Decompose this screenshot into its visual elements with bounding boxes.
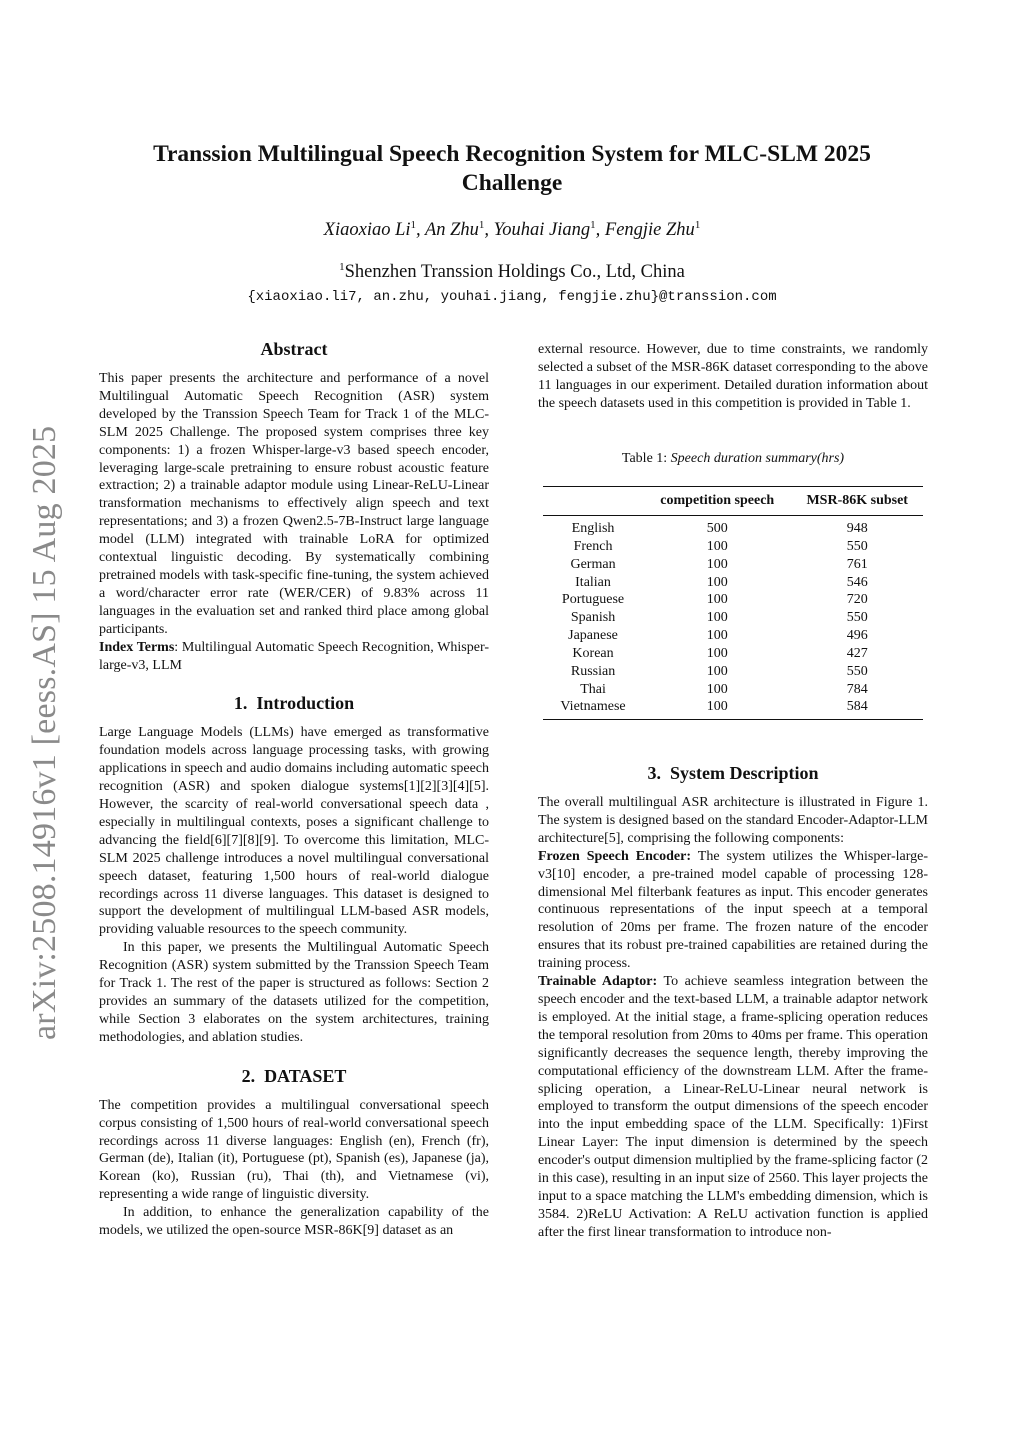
table-row bbox=[543, 538, 923, 556]
dataset-paragraph: The competition provides a multilingual conversational speech corpus consisting of 1,500 hours of real-world conversational speech recordings across 11 diverse languages: English (en), French (fr), German (de), Italian (it), Portuguese (pt), Spanish (es), Japanese (ja), Korean (ko), Russian (ru), Thai (th), and Vietnamese (vi), representing a wide range of linguistic diversity. bbox=[99, 1097, 489, 1203]
adaptor-label: Trainable Adaptor: bbox=[538, 974, 658, 990]
table-cell: Thai bbox=[580, 681, 606, 697]
section-number: 3. bbox=[647, 763, 661, 783]
left-column bbox=[99, 338, 489, 1240]
table-row bbox=[543, 516, 923, 538]
table-header-cell bbox=[543, 487, 643, 516]
index-terms bbox=[99, 639, 489, 675]
table-cell: 584 bbox=[791, 698, 923, 719]
dataset-paragraph: In addition, to enhance the generalization capability of the models, we utilized the open-source MSR-86K[9] dataset as an bbox=[99, 1205, 489, 1239]
affiliation-name: Shenzhen Transsion Holdings Co., Ltd, China bbox=[344, 262, 685, 283]
abstract-text: This paper presents the architecture and performance of a novel Multilingual Automatic Speech Recognition (ASR) system developed by the Transsion Speech Team for Track 1 of the MLC-SLM 2025 Challenge. The proposed system comprises three key components: 1) a frozen Whisper-large-v3 based speech encoder, leveraging large-scale pretraining to ensure robust acoustic feature extraction; 2) a trainable adaptor module using Linear-ReLU-Linear transformation mechanisms to effectively align speech and text representations; and 3) a frozen Qwen2.5-7B-Instruct large language model (LLM) integrated with trainable LoRA for optimized contextual linguistic decoding. By systematically combining pretrained models with task-specific fine-tuning, the system achieved a word/character error rate (WER/CER) of 9.83% across 11 languages in the evaluation set and ranked third place among global participants. bbox=[99, 371, 489, 637]
table-header-cell: MSR-86K subset bbox=[791, 487, 923, 516]
table-cell: 550 bbox=[846, 610, 868, 626]
author-name: Xiaoxiao Li bbox=[323, 220, 411, 241]
introduction-heading bbox=[99, 692, 489, 714]
paper-title: Transsion Multilingual Speech Recognition System for MLC-SLM 2025 Challenge bbox=[153, 141, 871, 196]
table-cell: Vietnamese bbox=[543, 698, 643, 719]
table-cell: 100 bbox=[706, 628, 728, 644]
table-row bbox=[543, 681, 923, 699]
table-cell: English bbox=[571, 521, 615, 536]
system-description-paragraph: The overall multilingual ASR architecture is illustrated in Figure 1. The system is designed based on the standard Encoder-Adaptor-LLM architecture[5], comprising the following components: bbox=[538, 795, 928, 846]
table-header-row bbox=[543, 487, 923, 516]
author-affiliation-mark: 1 bbox=[410, 219, 417, 231]
table-cell: French bbox=[573, 538, 613, 554]
table-row bbox=[543, 663, 923, 681]
author-name: Youhai Jiang bbox=[493, 220, 591, 241]
introduction-paragraph: Large Language Models (LLMs) have emerged as transformative foundation models across language processing tasks, with growing applications in speech and audio domains including automatic speech recognition (ASR) and spoken dialogue systems[1][2][3][4][5]. However, the scarcity of real-world conversational speech data , especially in multilingual contexts, poses a significant challenge to advancing the field[6][7][8][9]. To overcome this limitation, MLC-SLM 2025 challenge introduces a novel multilingual conversational speech dataset, featuring 1,500 hours of real-world dialogue recordings across 11 diverse languages. This dataset is designed to support the development of multilingual LLM-based ASR models, providing valuable resources to the speech community. bbox=[99, 725, 489, 938]
dataset-paragraph-continued: external resource. However, due to time constraints, we randomly selected a subset of the MSR-86K dataset corresponding to the above 11 languages in our experiment. Detailed duration information about the speech datasets used in this competition is provided in Table 1. bbox=[538, 342, 928, 411]
author-emails: {xiaoxiao.li7, an.zhu, youhai.jiang, fengjie.zhu}@transsion.com bbox=[247, 289, 777, 305]
table-cell: 100 bbox=[706, 574, 728, 590]
table-cell: 100 bbox=[706, 592, 728, 608]
table-cell: Korean bbox=[572, 645, 614, 661]
right-column-top bbox=[538, 341, 928, 413]
table-caption bbox=[538, 451, 928, 467]
encoder-paragraph bbox=[538, 848, 928, 973]
table-cell: 550 bbox=[846, 663, 868, 679]
system-description-heading bbox=[538, 762, 928, 784]
author-affiliation-mark: 1 bbox=[478, 219, 485, 231]
dataset-heading bbox=[99, 1065, 489, 1087]
section-number: 1. bbox=[233, 693, 248, 714]
encoder-text: The system utilizes the Whisper-large-v3[10] encoder, a pre-trained model capable of processing 128-dimensional Mel filterbank features as input. This encoder generates continuous representations of the input speech at a temporal resolution of 20ms per frame. The frozen nature of the encoder ensures that its robust pre-trained capabilities are retained during the training process. bbox=[538, 848, 928, 972]
table-header-cell: competition speech bbox=[643, 487, 791, 516]
table-cell: 546 bbox=[846, 574, 868, 590]
adaptor-paragraph bbox=[538, 973, 928, 1242]
system-description-section bbox=[538, 762, 928, 1242]
introduction-paragraph: In this paper, we presents the Multilingual Automatic Speech Recognition (ASR) system submitted by the Transsion Speech Team for Track 1. The rest of the paper is structured as follows: Section 2 provides an summary of the datasets utilized for the competition, while Section 3 elaborates on the system architectures, training methodologies, and ablation studies. bbox=[99, 940, 489, 1045]
table-cell: 100 bbox=[706, 610, 728, 626]
section-title: Introduction bbox=[256, 693, 355, 714]
author-affiliation-mark: 1 bbox=[694, 219, 701, 231]
table-row bbox=[543, 645, 923, 663]
table-cell: 784 bbox=[846, 681, 868, 697]
table-cell: 100 bbox=[706, 681, 728, 697]
section-number: 2. bbox=[241, 1065, 256, 1086]
table-row bbox=[543, 609, 923, 627]
affiliation-mark: 1 bbox=[339, 261, 345, 273]
arxiv-side-stamp: arXiv:2508.14916v1 [eess.AS] 15 Aug 2025 bbox=[26, 425, 63, 1040]
section-title: DATASET bbox=[264, 1065, 347, 1086]
table-cell: 720 bbox=[846, 592, 868, 608]
encoder-label: Frozen Speech Encoder: bbox=[538, 848, 691, 864]
table-cell: 100 bbox=[706, 556, 728, 572]
index-terms-text: : Multilingual Automatic Speech Recognition, Whisper-large-v3, LLM bbox=[99, 639, 489, 673]
table-caption-label: Table 1: bbox=[621, 451, 671, 466]
table-cell: 496 bbox=[846, 628, 868, 644]
index-terms-label: Index Terms bbox=[99, 639, 175, 655]
table-cell: 500 bbox=[706, 521, 728, 536]
table-cell: 100 bbox=[706, 538, 728, 554]
adaptor-text: To achieve seamless integration between the speech encoder and the text-based LLM, a trainable adaptor network is employed. At the initial stage, a frame-splicing operation reduces the temporal resolution from 20ms to 40ms per frame. This operation significantly decreases the sequence length, thereby improving the computational efficiency of the downstream LLM. After the frame-splicing operation, a Linear-ReLU-Linear neural network is employed to transform the output dimensions of the speech encoder into the input embedding space of the LLM. Specifically: 1)First Linear Layer: The input dimension is determined by the speech encoder's output dimension multiplied by the frame-splicing factor (2 in this case), resulting in an input size of 2560. This layer projects the input to a space matching the LLM's embedding dimension, which is 3584. 2)ReLU Activation: A ReLU activation function is applied after the first linear transformation to introduce non- bbox=[538, 974, 928, 1240]
table-caption-text: Speech duration summary(hrs) bbox=[670, 451, 845, 466]
duration-table bbox=[543, 486, 923, 720]
author-list: Xiaoxiao Li$^1$, An Zhu$^1$, Youhai Jiang$^1$, Fengjie Zhu$^1$ bbox=[323, 219, 701, 241]
section-title: System Description bbox=[670, 763, 819, 783]
table-row bbox=[543, 574, 923, 592]
author-name: Fengjie Zhu bbox=[604, 220, 695, 241]
table-cell: Japanese bbox=[568, 628, 618, 644]
table-cell: 761 bbox=[846, 556, 868, 572]
author-affiliation-mark: 1 bbox=[590, 219, 596, 231]
table-cell: Russian bbox=[570, 663, 616, 679]
table-cell: 100 bbox=[643, 698, 791, 719]
table-cell: Portuguese bbox=[561, 592, 625, 608]
table-cell: 427 bbox=[846, 645, 868, 661]
affiliation bbox=[100, 261, 924, 283]
table-cell: 100 bbox=[706, 645, 728, 661]
table-row bbox=[543, 591, 923, 609]
table-cell: Italian bbox=[575, 574, 611, 590]
table-cell: 100 bbox=[706, 663, 728, 679]
abstract-heading: Abstract bbox=[260, 339, 328, 359]
table-cell: Spanish bbox=[570, 610, 616, 626]
table-row bbox=[543, 698, 923, 719]
table-row bbox=[543, 556, 923, 574]
table-cell: German bbox=[570, 556, 616, 572]
table-cell: 948 bbox=[846, 521, 868, 536]
author-name: An Zhu bbox=[424, 220, 479, 241]
table-cell: 550 bbox=[846, 538, 868, 554]
table-row bbox=[543, 627, 923, 645]
